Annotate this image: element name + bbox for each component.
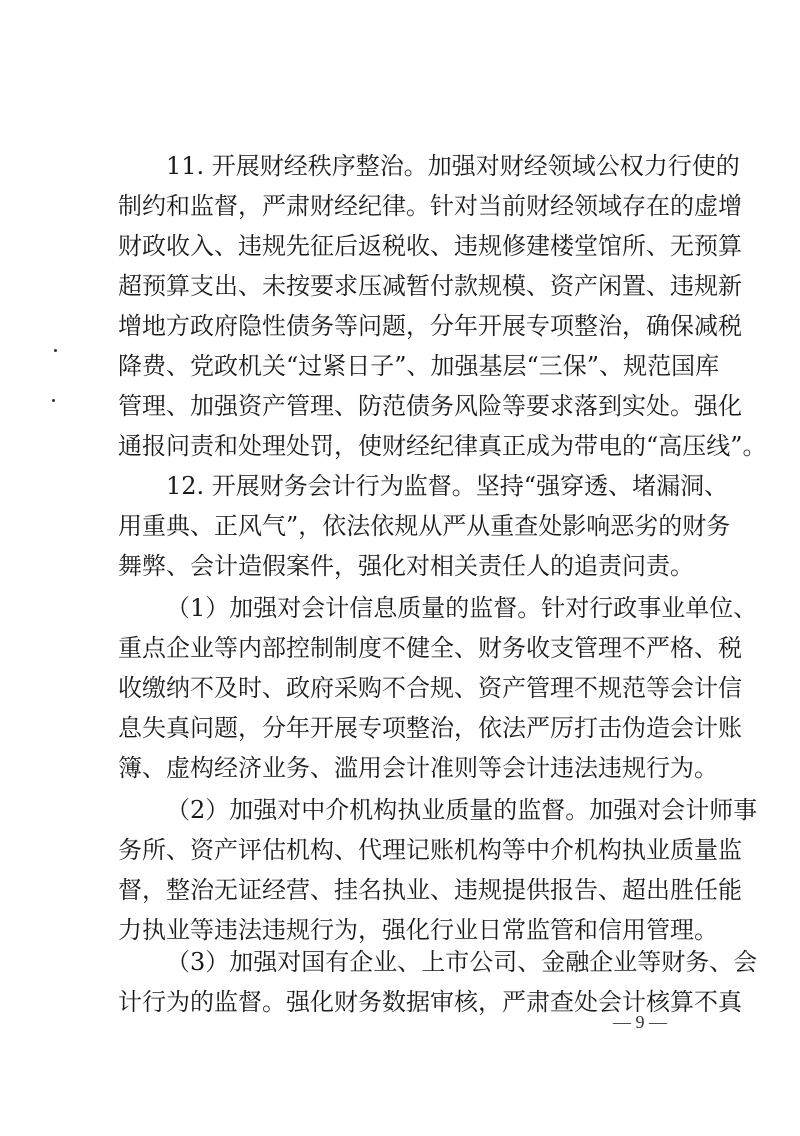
text-line: 通报问责和处理处罚，使财经纪律真正成为带电的“高压线”。 xyxy=(118,432,767,460)
text-line: 务所、资产评估机构、代理记账机构等中介机构执业质量监 xyxy=(118,836,742,864)
text-line: 增地方政府隐性债务等问题，分年开展专项整治，确保减税 xyxy=(118,312,742,340)
text-line: 力执业等违法违规行为，强化行业日常监管和信用管理。 xyxy=(118,916,718,944)
text-line: 制约和监督，严肃财经纪律。针对当前财经领域存在的虚增 xyxy=(118,192,742,220)
text-line: 超预算支出、未按要求压减暂付款规模、资产闲置、违规新 xyxy=(118,272,742,300)
text-line: 11. 开展财经秩序整治。加强对财经领域公权力行使的 xyxy=(166,152,740,180)
text-line: 管理、加强资产管理、防范债务风险等要求落到实处。强化 xyxy=(118,392,742,420)
text-line: （3）加强对国有企业、上市公司、金融企业等财务、会 xyxy=(166,948,758,976)
text-line: （2）加强对中介机构执业质量的监督。加强对会计师事 xyxy=(166,796,758,824)
text-line: 收缴纳不及时、政府采购不合规、资产管理不规范等会计信 xyxy=(118,674,742,702)
scan-speck xyxy=(52,399,55,402)
text-line: 12. 开展财务会计行为监督。坚持“强穿透、堵漏洞、 xyxy=(166,472,729,500)
text-line: 息失真问题，分年开展专项整治，依法严厉打击伪造会计账 xyxy=(118,714,742,742)
text-line: 财政收入、违规先征后返税收、违规修建楼堂馆所、无预算 xyxy=(118,232,742,260)
scan-speck xyxy=(54,349,57,352)
page-number: — 9 — xyxy=(613,1012,667,1032)
text-line: 用重典、正风气”，依法依规从严从重查处影响恶劣的财务 xyxy=(118,512,731,540)
text-line: （1）加强对会计信息质量的监督。针对行政事业单位、 xyxy=(166,594,758,622)
text-line: 舞弊、会计造假案件，强化对相关责任人的追责问责。 xyxy=(118,552,694,580)
text-line: 重点企业等内部控制制度不健全、财务收支管理不严格、税 xyxy=(118,634,742,662)
text-line: 降费、党政机关“过紧日子”、加强基层“三保”、规范国库 xyxy=(118,352,720,380)
text-line: 督，整治无证经营、挂名执业、违规提供报告、超出胜任能 xyxy=(118,876,742,904)
text-line: 簿、虚构经济业务、滥用会计准则等会计违法违规行为。 xyxy=(118,754,718,782)
text-line: 计行为的监督。强化财务数据审核，严肃查处会计核算不真 xyxy=(118,988,742,1016)
